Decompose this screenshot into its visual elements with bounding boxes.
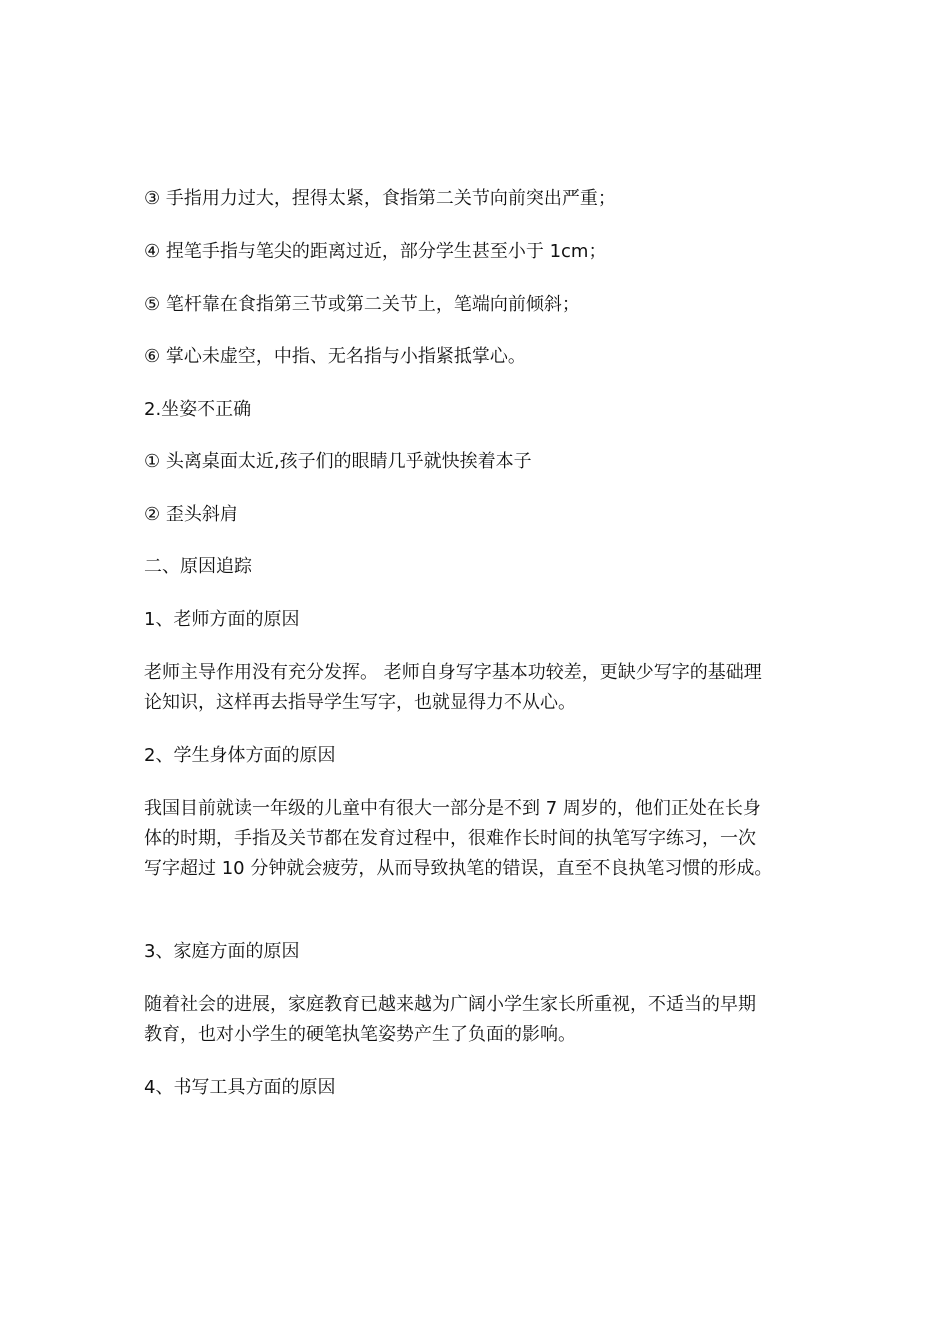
paragraph-line: 随着社会的进展，家庭教育已越来越为广阔小学生家长所重视，不适当的早期	[144, 994, 756, 1015]
subheading-teacher: 1、老师方面的原因	[144, 609, 300, 630]
paragraph-line: 我国目前就读一年级的儿童中有很大一部分是不到 7 周岁的，他们正处在长身	[144, 798, 761, 819]
paragraph-line: 老师主导作用没有充分发挥。 老师自身写字基本功较差，更缺少写字的基础理	[144, 662, 762, 683]
problem-item-5: ⑤ 笔杆靠在食指第三节或第二关节上，笔端向前倾斜；	[144, 294, 580, 315]
paragraph-family	[144, 990, 809, 1050]
section-heading-posture: 2.坐姿不正确	[144, 399, 252, 420]
posture-item-2: ② 歪头斜肩	[144, 504, 238, 525]
paragraph-line: 写字超过 10 分钟就会疲劳，从而导致执笔的错误，直至不良执笔习惯的形成。	[144, 858, 773, 879]
paragraph-teacher	[144, 658, 809, 718]
problem-item-4: ④ 捏笔手指与笔尖的距离过近，部分学生甚至小于 1cm；	[144, 241, 607, 262]
paragraph-line: 论知识，这样再去指导学生写字，也就显得力不从心。	[144, 692, 576, 713]
problem-item-3: ③ 手指用力过大，捏得太紧，食指第二关节向前突出严重；	[144, 188, 616, 209]
paragraph-student	[144, 794, 809, 884]
subheading-tools: 4、书写工具方面的原因	[144, 1077, 336, 1098]
paragraph-line: 体的时期，手指及关节都在发育过程中，很难作长时间的执笔写字练习，一次	[144, 828, 756, 849]
problem-item-6: ⑥ 掌心未虚空，中指、无名指与小指紧抵掌心。	[144, 346, 526, 367]
subheading-student: 2、学生身体方面的原因	[144, 745, 336, 766]
paragraph-line: 教育，也对小学生的硬笔执笔姿势产生了负面的影响。	[144, 1024, 576, 1045]
subheading-family: 3、家庭方面的原因	[144, 941, 300, 962]
section-heading-causes: 二、原因追踪	[144, 556, 252, 577]
posture-item-1: ① 头离桌面太近,孩子们的眼睛几乎就快挨着本子	[144, 451, 532, 472]
